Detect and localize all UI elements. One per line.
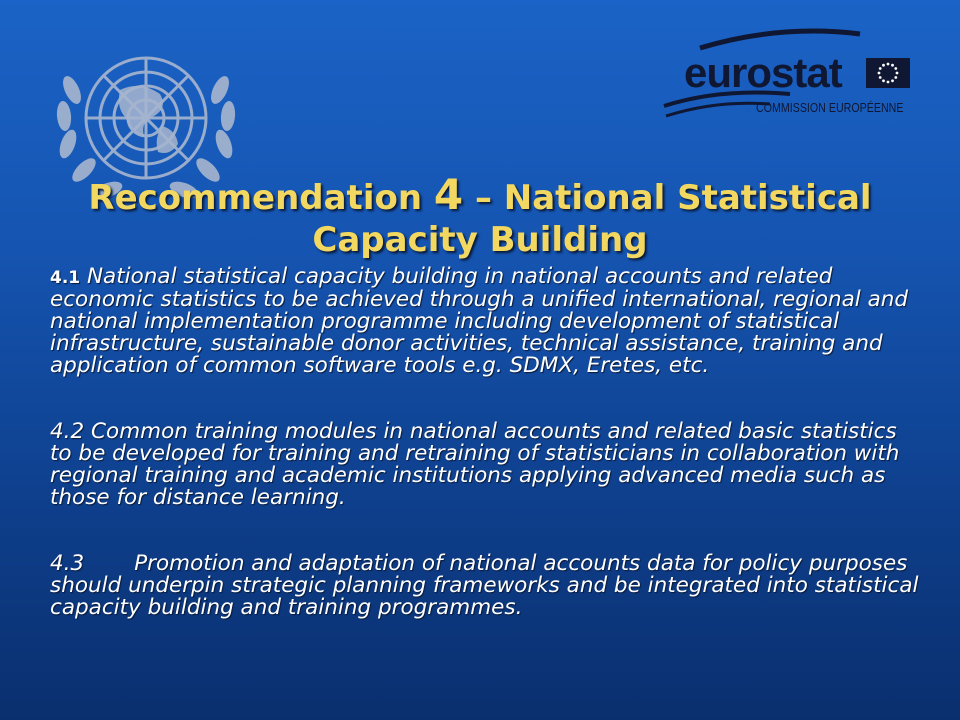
paragraph-4-1	[50, 266, 920, 377]
title-number: 4	[433, 170, 464, 219]
eurostat-wordmark: eurostat	[684, 49, 842, 96]
paragraph-text: Promotion and adaptation of national accounts data for policy purposes should underpin strategic planning frameworks and be integrated into statistical capacity building and training programmes.	[50, 551, 919, 620]
eurostat-subtitle: COMMISSION EUROPÉENNE	[756, 100, 904, 115]
paragraph-number: 4.2	[50, 419, 85, 444]
paragraph-text: Common training modules in national accounts and related basic statistics to be developed for training and retraining of statisticians in collaboration with regional training and academic institutions applying advanced media such as those for distance learning.	[50, 419, 900, 510]
paragraph-4-3	[50, 553, 920, 619]
recommendation-body	[50, 266, 920, 619]
title-suffix: – National Statistical Capacity Building	[312, 178, 872, 260]
paragraph-number: 4.1	[50, 268, 81, 288]
title-prefix: Recommendation	[88, 178, 434, 218]
eu-flag-icon	[866, 58, 910, 88]
paragraph-number: 4.3	[50, 551, 85, 576]
slide-title	[40, 170, 920, 261]
eurostat-logo-icon	[660, 28, 920, 128]
paragraph-text: National statistical capacity building in national accounts and related economic statistics to be achieved through a unified international, regional and national implementation programme including development of statistical infrastructure, sustainable donor activities, technical assistance, training and application of common software tools e.g. SDMX, Eretes, etc.	[50, 264, 909, 378]
paragraph-4-2	[50, 421, 920, 509]
